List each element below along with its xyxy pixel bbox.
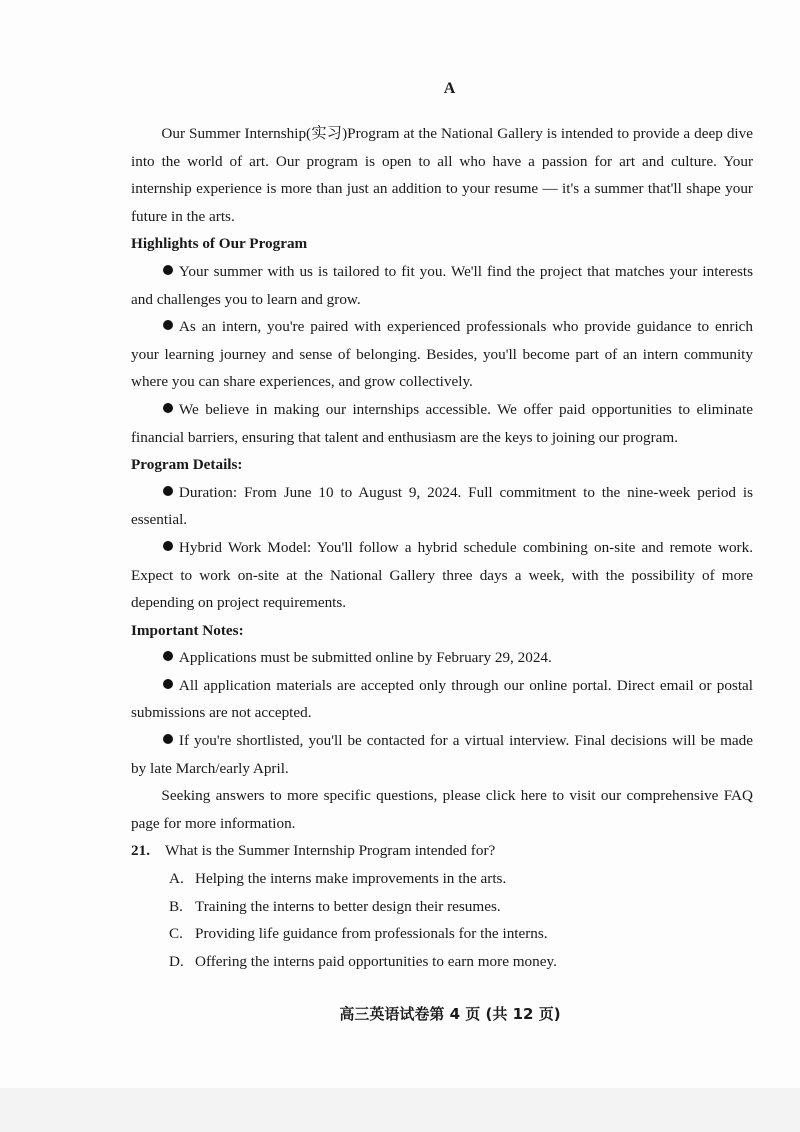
- option-text: Offering the interns paid opportunities to earn more money.: [195, 952, 557, 970]
- bullet-text: Duration: From June 10 to August 9, 2024. Full commitment to the nine-week period is essential.: [131, 483, 753, 529]
- bullet-item: [131, 672, 753, 727]
- page-bottom-margin: [0, 1088, 800, 1132]
- option-a: [131, 865, 753, 893]
- bullet-dot-icon: [163, 734, 173, 744]
- bullet-dot-icon: [163, 541, 173, 551]
- bullet-text: If you're shortlisted, you'll be contacted for a virtual interview. Final decisions will be made by late March/early April.: [131, 732, 753, 777]
- bullet-text: Hybrid Work Model: You'll follow a hybrid schedule combining on-site and remote work. Expect to work on-site at the National Gallery three days a week, with the possibility of more depending on project requirements.: [131, 538, 753, 612]
- bullet-dot-icon: [163, 651, 173, 661]
- option-text: Training the interns to better design their resumes.: [195, 897, 501, 915]
- bullet-text: Applications must be submitted online by February 29, 2024.: [178, 649, 552, 667]
- option-b: [131, 893, 753, 921]
- bullet-dot-icon: [163, 265, 173, 275]
- option-c: [131, 920, 753, 948]
- section-heading-important-notes: Important Notes:: [131, 621, 244, 639]
- option-text: Providing life guidance from professionals for the interns.: [195, 925, 548, 943]
- page-footer: 高三英语试卷第 4 页 (共 12 页): [339, 1005, 561, 1023]
- bullet-text: As an intern, you're paired with experienced professionals who provide guidance to enrich your learning journey and sense of belonging. Besides, you'll become part of an intern community where you can share experiences, and grow collectively.: [131, 318, 753, 391]
- bullet-item: [131, 258, 753, 313]
- option-d: [131, 948, 753, 976]
- option-letter: A.: [169, 870, 184, 888]
- bullet-text: All application materials are accepted only through our online portal. Direct email or postal submissions are not accepted.: [131, 676, 753, 722]
- option-letter: D.: [169, 952, 184, 970]
- option-letter: B.: [169, 897, 183, 915]
- passage-label: A: [443, 80, 457, 97]
- bullet-item: [131, 727, 753, 782]
- bullet-item: [131, 479, 753, 534]
- question-text: What is the Summer Internship Program intended for?: [165, 842, 496, 860]
- passage-content: [131, 120, 753, 975]
- option-text: Helping the interns make improvements in the arts.: [195, 870, 507, 888]
- bullet-text: Your summer with us is tailored to fit you. We'll find the project that matches your interests and challenges you to learn and grow.: [131, 262, 753, 308]
- bullet-item: [131, 644, 753, 672]
- intro-paragraph: Our Summer Internship(实习)Program at the National Gallery is intended to provide a deep dive into the world of art. Our program is open to all who have a passion for art and culture. Your internship experience is more than just an addition to your resume — it's a summer that'll shape your future in the arts.: [131, 125, 753, 225]
- bullet-item: [131, 396, 753, 451]
- question-number: 21.: [131, 842, 150, 860]
- bullet-item: [131, 534, 753, 617]
- bullet-dot-icon: [163, 486, 173, 496]
- bullet-dot-icon: [163, 679, 173, 689]
- question-21: [131, 837, 753, 865]
- bullet-dot-icon: [163, 403, 173, 413]
- bullet-dot-icon: [163, 320, 173, 330]
- closing-paragraph: Seeking answers to more specific questions, please click here to visit our comprehensive FAQ page for more information.: [131, 787, 753, 832]
- bullet-item: [131, 313, 753, 396]
- section-heading-program-details: Program Details:: [131, 456, 243, 474]
- section-heading-highlights: Highlights of Our Program: [131, 235, 308, 253]
- option-letter: C.: [169, 925, 183, 943]
- bullet-text: We believe in making our internships accessible. We offer paid opportunities to eliminate financial barriers, ensuring that talent and enthusiasm are the keys to joining our program.: [131, 400, 753, 446]
